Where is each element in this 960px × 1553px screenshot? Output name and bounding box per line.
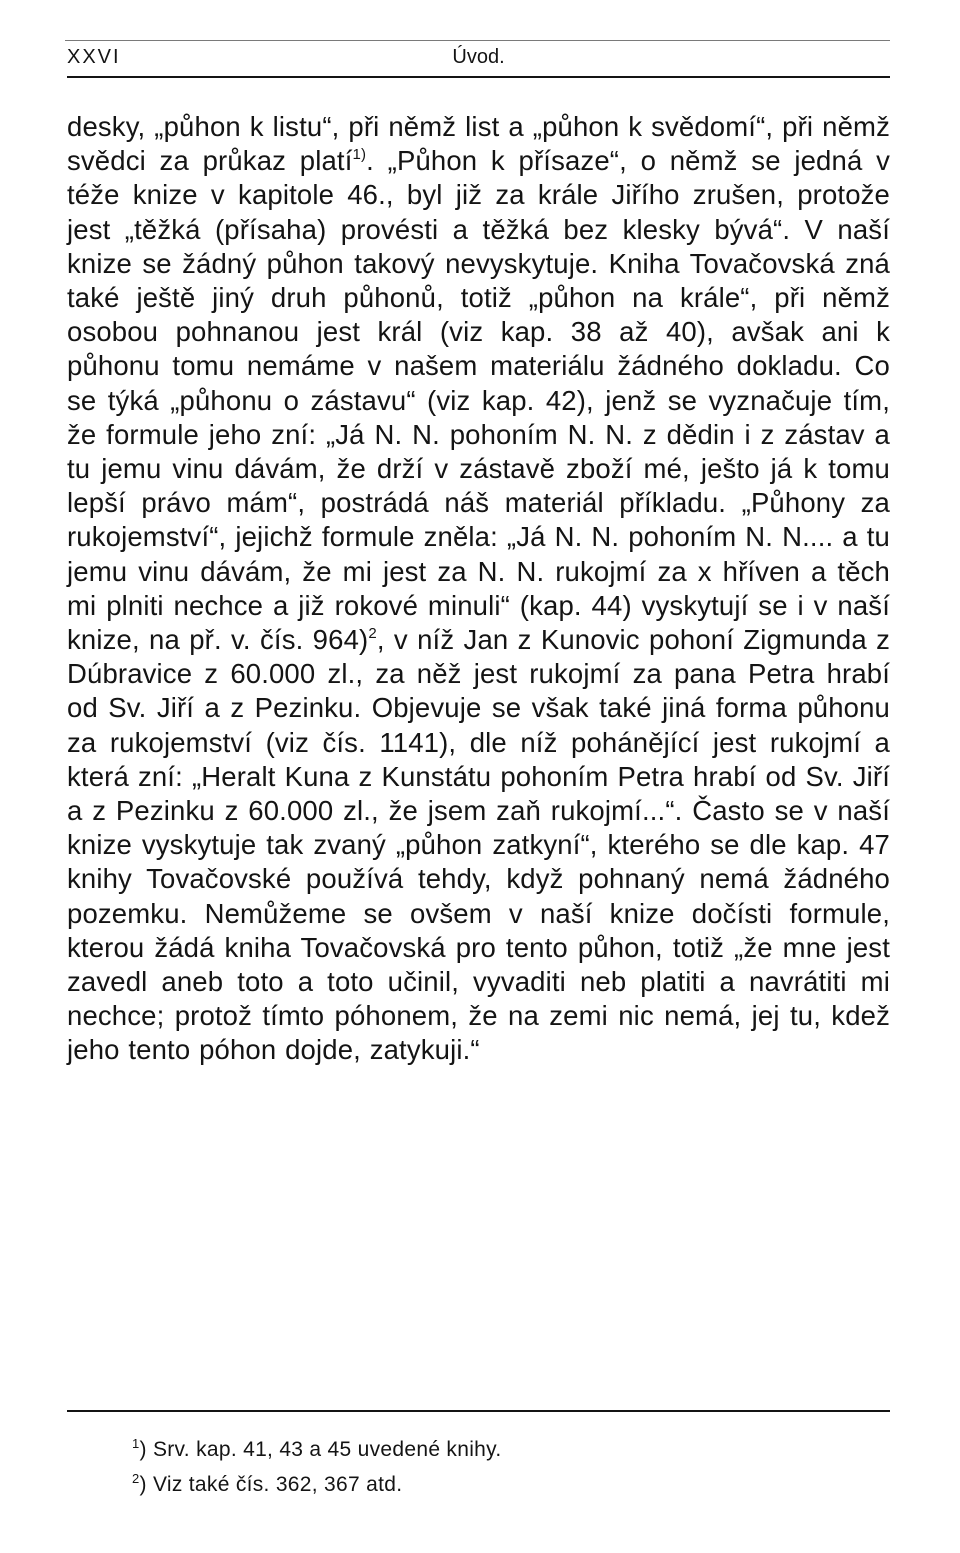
footnote-1	[132, 1432, 872, 1467]
footnote-mark: 2	[132, 1471, 140, 1486]
footnote-text: ) Srv. kap. 41, 43 a 45 uvedené knihy.	[139, 1438, 502, 1461]
footnote-mark: 1	[132, 1436, 140, 1451]
page-number: XXVI	[67, 46, 121, 68]
text-segment-1: desky, „půhon k listu“, při němž list a „půhon k svědomí“, při němž svědci za průkaz platí	[67, 111, 890, 177]
main-text	[67, 110, 890, 1068]
footnote-text: ) Viz také čís. 362, 367 atd.	[139, 1473, 403, 1496]
footnote-ref-1: 1)	[352, 146, 367, 164]
running-title: Úvod.	[452, 46, 505, 68]
footnote-rule	[67, 1410, 890, 1412]
footnotes	[132, 1432, 872, 1502]
footnote-2	[132, 1467, 872, 1502]
header-rule	[67, 76, 890, 78]
text-segment-3: , v níž Jan z Kunovic pohoní Zigmunda z Dúbravice z 60.000 zl., za něž jest rukojmí za pana Petra hrabí od Sv. Jiří a z Pezinku. Objevuje se však také jiná forma půhonu za rukojemství (viz čís. 1141), dle níž pohánějící jest rukojmí a která zní: „Heralt Kuna z Kunstátu pohoním Petra hrabí od Sv. Jiří a z Pezinku z 60.000 zl., že jsem zaň rukojmí...“. Často se v naší knize vyskytuje tak zvaný „půhon zatkyní“, kterého se dle kap. 47 knihy Tovačovské používá tehdy, když pohnaný nemá žádného pozemku. Nemůžeme se ovšem v naší knize dočísti formule, kterou žádá kniha Tovačovská pro tento půhon, totiž „že mne jest zavedl aneb toto a toto učinil, vyvaditi neb platiti a navrátiti mi nechce; protož tímto póhonem, že na zemi nic nemá, jej tu, kdež jeho tento póhon dojde, zatykuji.“	[67, 624, 890, 1066]
text-segment-2: . „Půhon k přísaze“, o němž se jedná v téže knize v kapitole 46., byl již za krále Jiřího zrušen, protože jest „těžká (přísaha) provésti a těžká bez klesky bývá“. V naší knize se žádný půhon takový nevyskytuje. Kniha Tovačovská zná také ještě jiný druh půhonů, totiž „půhon na krále“, při němž osobou pohnanou jest král (viz kap. 38 až 40), avšak ani k půhonu tomu nemáme v našem materiálu žádného dokladu. Co se týká „půhonu o zástavu“ (viz kap. 42), jenž se vyznačuje tím, že formule jeho zní: „Já N. N. pohoním N. N. z dědin i z zástav a tu jemu vinu dávám, že drží v zástavě zboží mé, ješto já k tomu lepší právo mám“, postrádá náš materiál příkladu. „Půhony za rukojemství“, jejichž formule zněla: „Já N. N. pohoním N. N.... a tu jemu vinu dávám, že mi jest za N. N. rukojmí za x hříven a těch mi plniti nechce a již rokové minuli“ (kap. 44) vyskytují se i v naší knize, na př. v. čís. 964)	[67, 145, 890, 656]
top-edge-rule	[65, 40, 890, 41]
running-header	[67, 42, 890, 74]
paragraph	[67, 110, 890, 1068]
footnote-ref-2: 2	[368, 625, 377, 643]
